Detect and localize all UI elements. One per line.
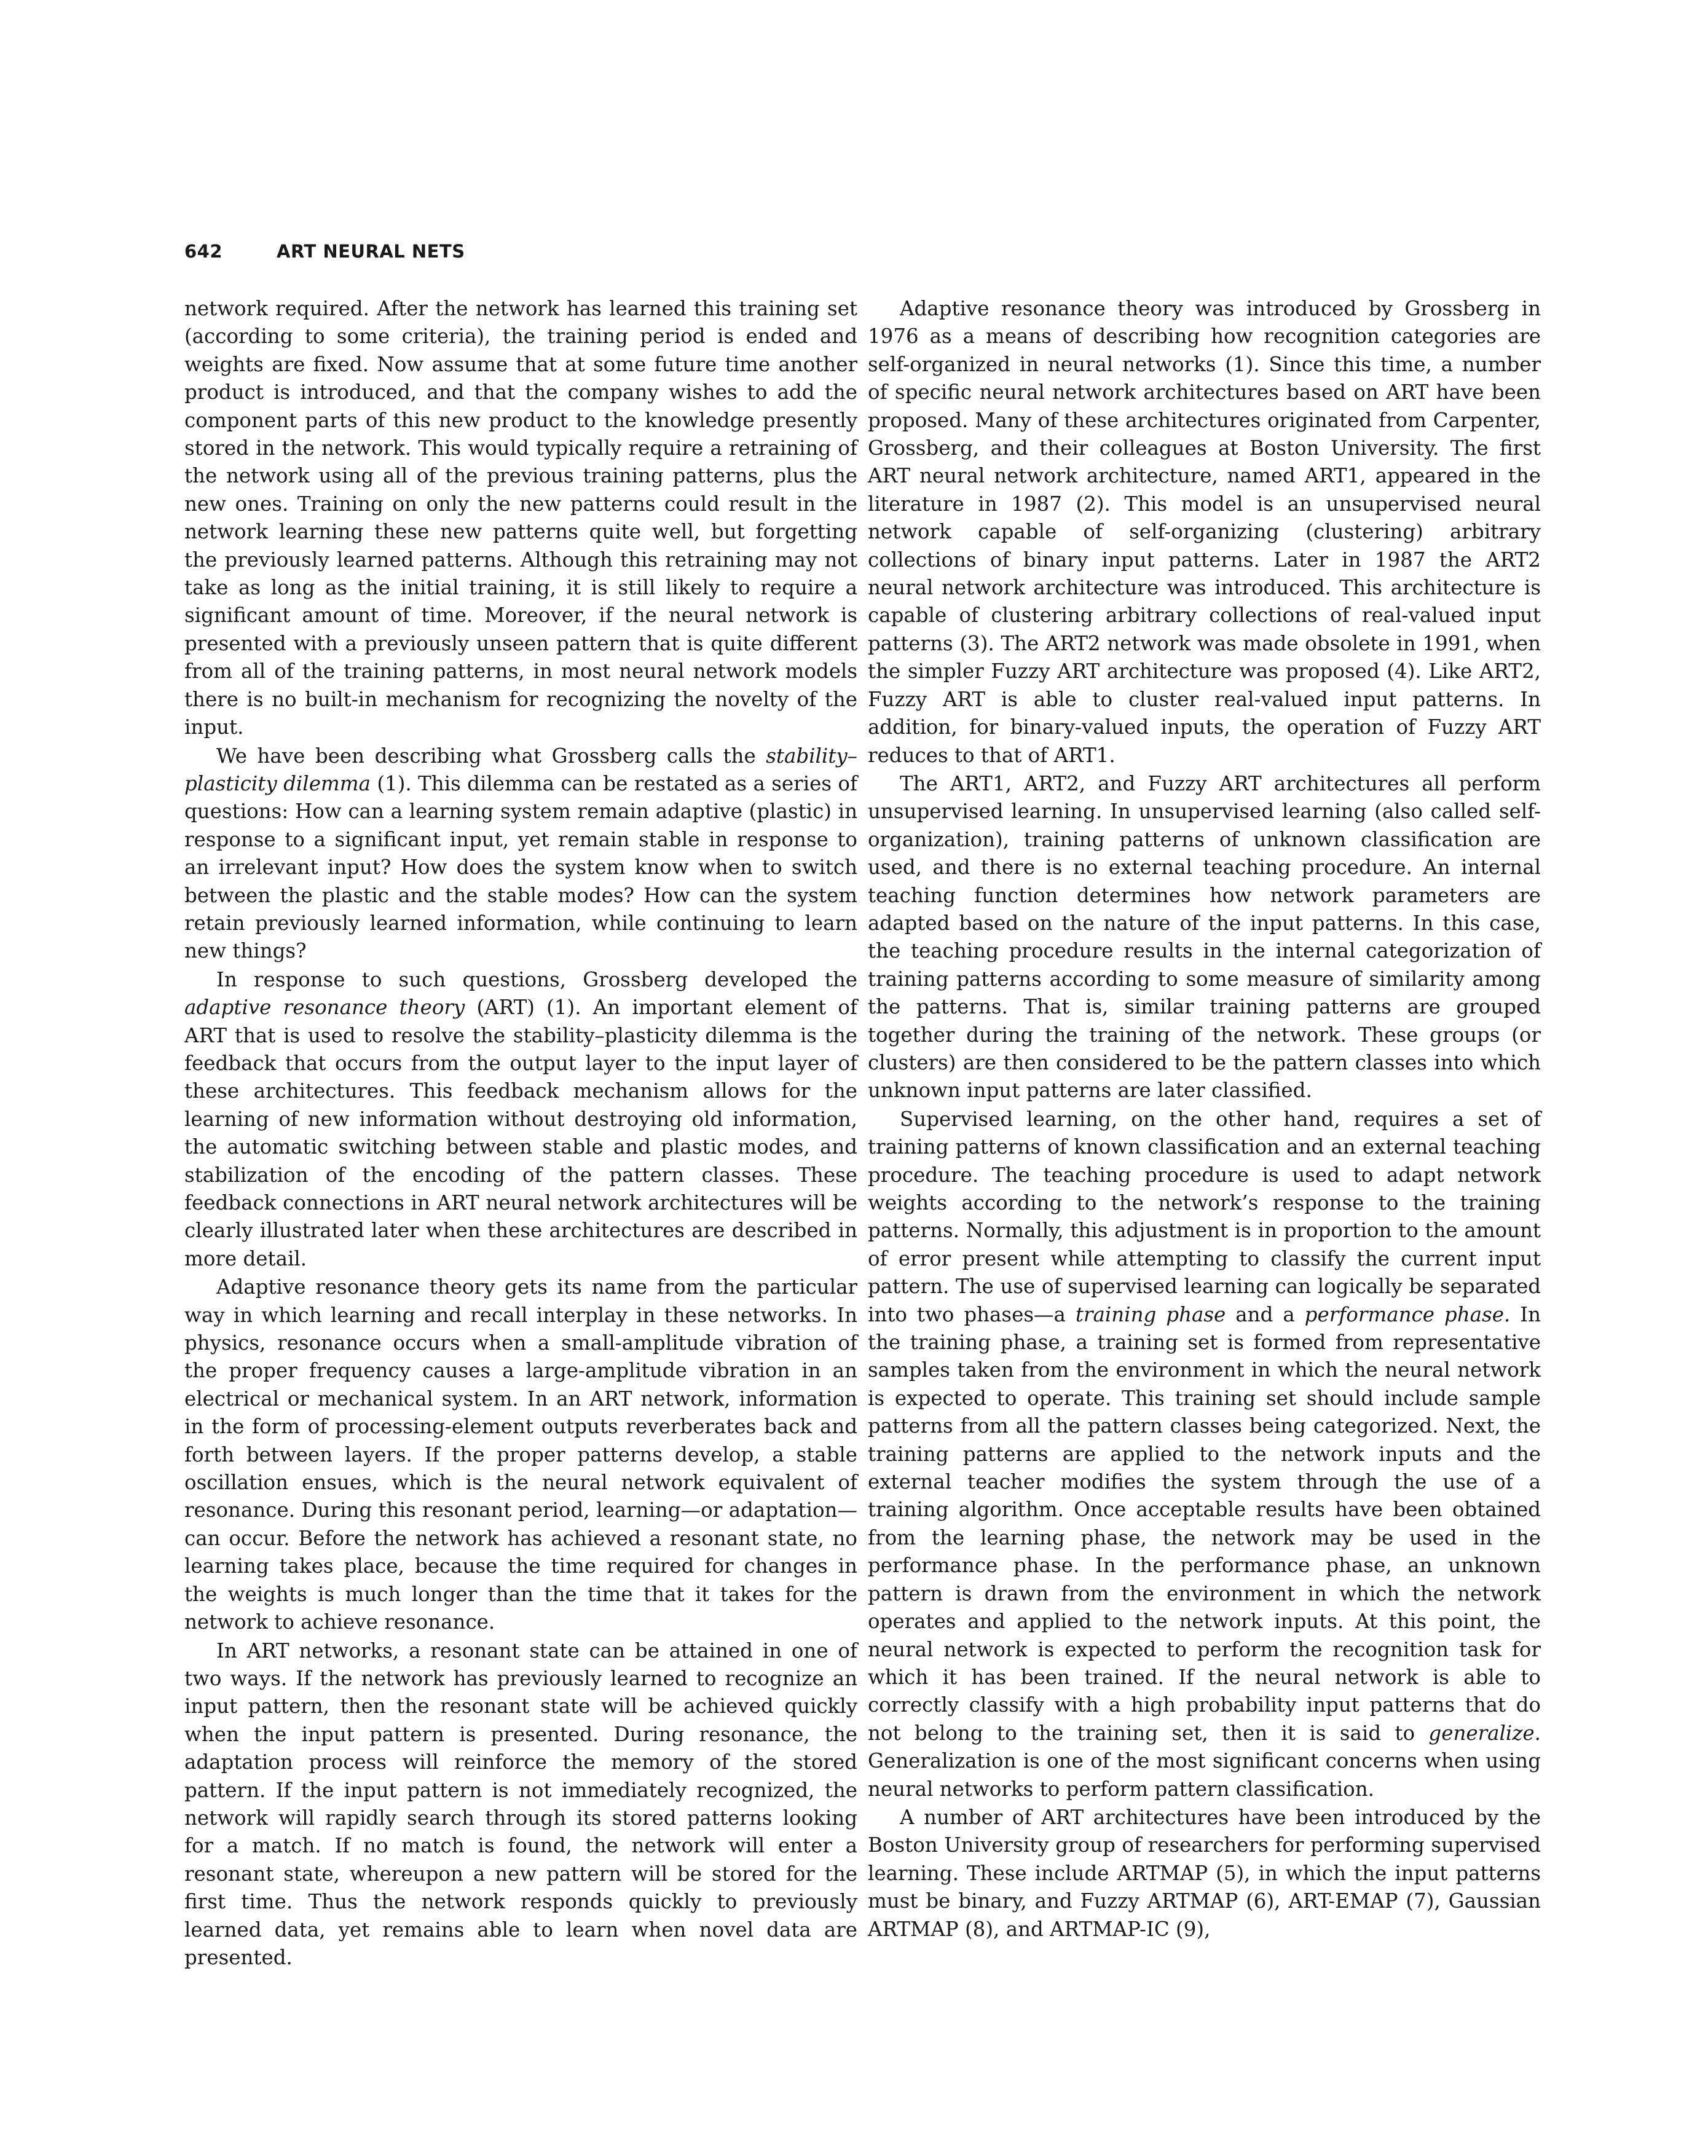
page-number: 642 xyxy=(184,241,223,262)
paragraph: In ART networks, a resonant state can be attained in one of two ways. If the network has previously learned to recognize an input pattern, then the resonant state will be achieved quickly when the input pattern is presented. During resonance, the adaptation process will reinforce the memory of the stored pattern. If the input pattern is not immediately recognized, the network will rapidly search through its stored patterns looking for a match. If no match is found, the network will enter a resonant state, whereupon a new pattern will be stored for the first time. Thus the network responds quickly to previously learned data, yet remains able to learn when novel data are presented. xyxy=(184,1639,857,1969)
paragraph: A number of ART architectures have been introduced by the Boston University group of researchers for performing supervised learning. These include ARTMAP (5), in which the input patterns must be binary, and Fuzzy ARTMAP (6), ART-EMAP (7), Gaussian ARTMAP (8), and ARTMAP-IC (9), xyxy=(868,1805,1541,1941)
paragraph: Supervised learning, on the other hand, requires a set of training patterns of known classification and an external teaching procedure. The teaching procedure is used to adapt network weights according to the network’s response to the training patterns. Normally, this adjustment is in proportion to the amount of error present while attempting to classify the current input pattern. The use of supervised learning can logically be separated into two phases—a training phase and a performance phase. In the training phase, a training set is formed from representative samples taken from the environment in which the neural network is expected to operate. This training set should include sample patterns from all the pattern classes being categorized. Next, the training patterns are applied to the network inputs and the external teacher modifies the system through the use of a training algorithm. Once acceptable results have been obtained from the learning phase, the network may be used in the performance phase. In the performance phase, an unknown pattern is drawn from the environment in which the network operates and applied to the network inputs. At this point, the neural network is expected to perform the recognition task for which it has been trained. If the neural network is able to correctly classify with a high probability input patterns that do not belong to the training set, then it is said to generalize. Generalization is one of the most significant concerns when using neural networks to perform pattern classification. xyxy=(868,1107,1541,1801)
paragraph: network required. After the network has learned this training set (according to some criteria), the training period is ended and weights are fixed. Now assume that at some future time another product is introduced, and that the company wishes to add the component parts of this new product to the knowledge presently stored in the network. This would typically require a retraining of the network using all of the previous training patterns, plus the new ones. Training on only the new patterns could result in the network learning these new patterns quite well, but forgetting the previously learned patterns. Although this retraining may not take as long as the initial training, it is still likely to require a significant amount of time. Moreover, if the neural network is presented with a previously unseen pattern that is quite different from all of the training patterns, in most neural network models there is no built-in mechanism for recognizing the novelty of the input. xyxy=(184,297,857,739)
emphasis: generalize. xyxy=(1428,1721,1541,1745)
emphasis: stability–plasticity dilemma xyxy=(184,744,857,795)
emphasis: performance phase. xyxy=(1304,1302,1511,1326)
paragraph: The ART1, ART2, and Fuzzy ART architectures all perform unsupervised learning. In unsupervised learning (also called self-organization), training patterns of unknown classification are used, and there is no external teaching procedure. An internal teaching function determines how network parameters are adapted based on the nature of the input patterns. In this case, the teaching procedure results in the internal categorization of training patterns according to some measure of similarity among the patterns. That is, similar training patterns are grouped together during the training of the network. These groups (or clusters) are then considered to be the pattern classes into which unknown input patterns are later classified. xyxy=(868,771,1541,1103)
emphasis: training phase xyxy=(1075,1302,1226,1326)
emphasis: adaptive resonance theory xyxy=(184,996,465,1020)
running-head xyxy=(184,241,465,262)
left-column xyxy=(184,295,857,1972)
paragraph: Adaptive resonance theory was introduced by Grossberg in 1976 as a means of describing how recognition categories are self-organized in neural networks (1). Since this time, a number of specific neural network architectures based on ART have been proposed. Many of these architectures originated from Carpenter, Grossberg, and their colleagues at Boston University. The first ART neural network architecture, named ART1, appeared in the literature in 1987 (2). This model is an unsupervised neural network capable of self-organizing (clustering) arbitrary collections of binary input patterns. Later in 1987 the ART2 neural network architecture was introduced. This architecture is capable of clustering arbitrary collections of real-valued input patterns (3). The ART2 network was made obsolete in 1991, when the simpler Fuzzy ART architecture was proposed (4). Like ART2, Fuzzy ART is able to cluster real-valued input patterns. In addition, for binary-valued inputs, the operation of Fuzzy ART reduces to that of ART1. xyxy=(868,297,1541,767)
paragraph: Adaptive resonance theory gets its name from the particular way in which learning and recall interplay in these networks. In physics, resonance occurs when a small-amplitude vibration of the proper frequency causes a large-amplitude vibration in an electrical or mechanical system. In an ART network, information in the form of processing-element outputs reverberates back and forth between layers. If the proper patterns develop, a stable oscillation ensues, which is the neural network equivalent of resonance. During this resonant period, learning—or adaptation—can occur. Before the network has achieved a resonant state, no learning takes place, because the time required for changes in the weights is much longer than the time that it takes for the network to achieve resonance. xyxy=(184,1275,857,1634)
paragraph: We have been describing what Grossberg calls the stability–plasticity dilemma (1). This dilemma can be restated as a series of questions: How can a learning system remain adaptive (plastic) in response to a significant input, yet remain stable in response to an irrelevant input? How does the system know when to switch between the plastic and the stable modes? How can the system retain previously learned information, while continuing to learn new things? xyxy=(184,744,857,963)
right-column xyxy=(868,295,1541,1943)
running-title: ART NEURAL NETS xyxy=(277,241,465,262)
paragraph: In response to such questions, Grossberg developed the adaptive resonance theory (ART) (1). An important element of ART that is used to resolve the stability–plasticity dilemma is the feedback that occurs from the output layer to the input layer of these architectures. This feedback mechanism allows for the learning of new information without destroying old information, the automatic switching between stable and plastic modes, and stabilization of the encoding of the pattern classes. These feedback connections in ART neural network architectures will be clearly illustrated later when these architectures are described in more detail. xyxy=(184,967,857,1270)
